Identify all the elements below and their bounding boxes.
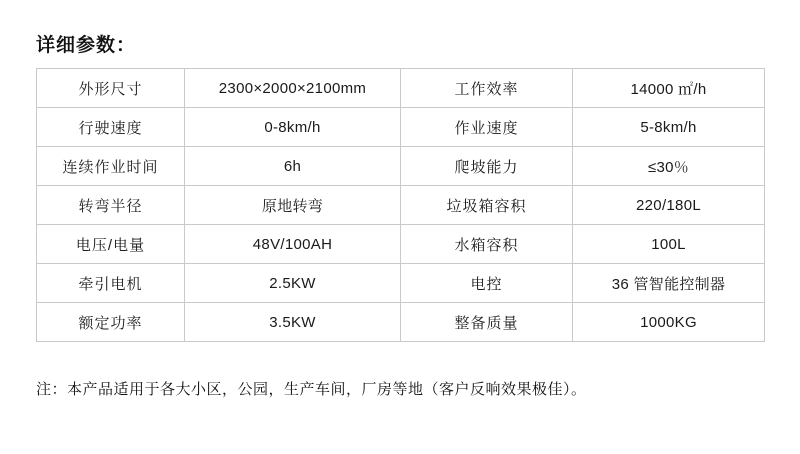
table-row	[37, 303, 765, 342]
spec-value: 5-8km/h	[573, 108, 765, 147]
spec-value: 14000 ㎡/h	[573, 69, 765, 108]
spec-label: 连续作业时间	[37, 147, 185, 186]
spec-value: 1000KG	[573, 303, 765, 342]
spec-label: 作业速度	[401, 108, 573, 147]
table-row	[37, 147, 765, 186]
spec-value: 36 管智能控制器	[573, 264, 765, 303]
page-title: 详细参数：	[36, 35, 137, 56]
spec-label: 爬坡能力	[401, 147, 573, 186]
specifications-table	[36, 68, 765, 342]
table-row	[37, 264, 765, 303]
spec-label: 水箱容积	[401, 225, 573, 264]
spec-label: 工作效率	[401, 69, 573, 108]
spec-value: 48V/100AH	[185, 225, 401, 264]
spec-value: 0-8km/h	[185, 108, 401, 147]
spec-label: 牵引电机	[37, 264, 185, 303]
spec-label: 转弯半径	[37, 186, 185, 225]
spec-label: 行驶速度	[37, 108, 185, 147]
spec-label: 额定功率	[37, 303, 185, 342]
spec-label: 整备质量	[401, 303, 573, 342]
spec-value: 6h	[185, 147, 401, 186]
spec-value: 3.5KW	[185, 303, 401, 342]
spec-value: 2.5KW	[185, 264, 401, 303]
spec-value: 原地转弯	[185, 186, 401, 225]
spec-label: 垃圾箱容积	[401, 186, 573, 225]
spec-label: 电控	[401, 264, 573, 303]
table-row	[37, 225, 765, 264]
footnote: 注：本产品适用于各大小区，公园，生产车间，厂房等地（客户反响效果极佳）。	[36, 381, 587, 398]
table-row	[37, 186, 765, 225]
spec-value: 220/180L	[573, 186, 765, 225]
spec-value: 2300×2000×2100mm	[185, 69, 401, 108]
table-row	[37, 108, 765, 147]
spec-label: 电压/电量	[37, 225, 185, 264]
spec-value: ≤30％	[573, 147, 765, 186]
spec-label: 外形尺寸	[37, 69, 185, 108]
table-row	[37, 69, 765, 108]
spec-value: 100L	[573, 225, 765, 264]
